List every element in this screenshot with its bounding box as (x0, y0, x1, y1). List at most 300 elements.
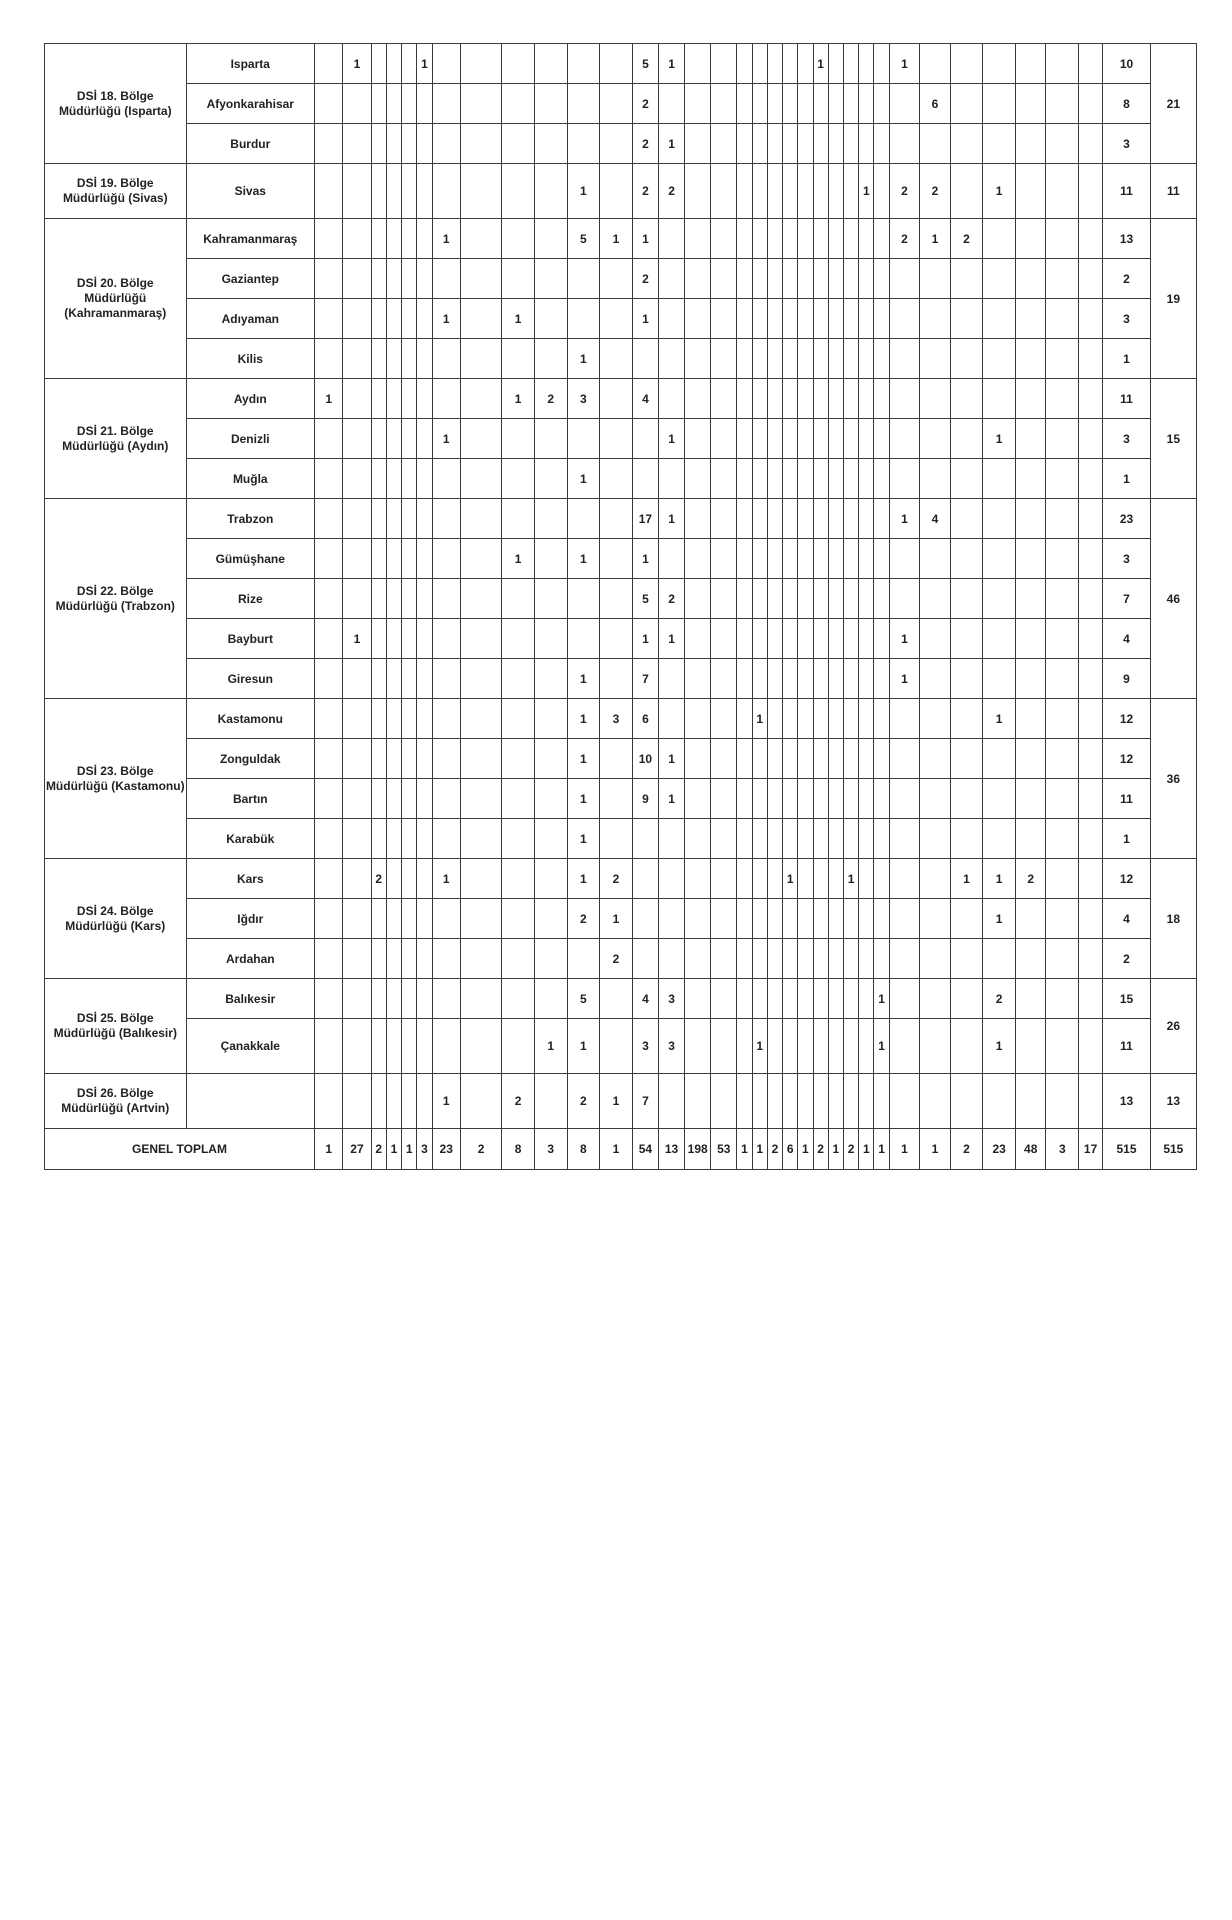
value-cell (371, 299, 386, 339)
value-cell (859, 44, 874, 84)
value-cell (950, 459, 983, 499)
value-cell (600, 779, 633, 819)
value-cell: 2 (632, 124, 658, 164)
value-cell (813, 299, 828, 339)
value-cell (402, 739, 417, 779)
value-cell (685, 579, 711, 619)
value-cell (889, 84, 919, 124)
value-cell (950, 979, 983, 1019)
value-cell (843, 84, 858, 124)
value-cell (950, 44, 983, 84)
value-cell (417, 164, 432, 219)
value-cell (843, 539, 858, 579)
value-cell (460, 899, 501, 939)
value-cell: 6 (920, 84, 950, 124)
value-cell (432, 379, 460, 419)
value-cell (889, 699, 919, 739)
value-cell (567, 499, 600, 539)
value-cell (432, 579, 460, 619)
value-cell (843, 499, 858, 539)
value-cell (767, 499, 782, 539)
value-cell (315, 259, 343, 299)
value-cell (534, 899, 567, 939)
value-cell (859, 1074, 874, 1129)
value-cell (859, 84, 874, 124)
value-cell (1015, 299, 1045, 339)
value-cell (371, 699, 386, 739)
value-cell (783, 899, 798, 939)
value-cell: 1 (658, 499, 684, 539)
value-cell (600, 164, 633, 219)
value-cell (432, 659, 460, 699)
value-cell (920, 459, 950, 499)
province-name-cell: Karabük (186, 819, 314, 859)
value-cell (859, 899, 874, 939)
value-cell (813, 339, 828, 379)
value-cell (386, 979, 401, 1019)
value-cell (711, 739, 737, 779)
value-cell (417, 739, 432, 779)
value-cell (402, 979, 417, 1019)
value-cell (402, 619, 417, 659)
value-cell (711, 44, 737, 84)
value-cell (315, 699, 343, 739)
value-cell (315, 499, 343, 539)
value-cell: 1 (874, 1019, 889, 1074)
value-cell (783, 739, 798, 779)
value-cell (1079, 124, 1103, 164)
value-cell (343, 339, 371, 379)
grand-total-label: GENEL TOPLAM (45, 1129, 315, 1170)
province-total-cell: 1 (1103, 339, 1151, 379)
value-cell (843, 379, 858, 419)
table-row (45, 44, 1197, 84)
value-cell (889, 259, 919, 299)
value-cell (950, 84, 983, 124)
value-cell (920, 124, 950, 164)
value-cell (502, 699, 535, 739)
value-cell (813, 539, 828, 579)
value-cell (685, 779, 711, 819)
value-cell: 1 (432, 219, 460, 259)
value-cell (828, 619, 843, 659)
region-name-cell: DSİ 20. Bölge Müdürlüğü (Kahramanmaraş) (45, 219, 187, 379)
province-name-cell: Bayburt (186, 619, 314, 659)
value-cell (417, 1074, 432, 1129)
value-cell (343, 164, 371, 219)
value-cell (1046, 499, 1079, 539)
value-cell (417, 419, 432, 459)
value-cell (460, 44, 501, 84)
table-row (45, 739, 1197, 779)
value-cell (983, 739, 1016, 779)
value-cell (371, 124, 386, 164)
value-cell (843, 939, 858, 979)
value-cell (417, 339, 432, 379)
value-cell (950, 579, 983, 619)
value-cell (343, 699, 371, 739)
value-cell (534, 699, 567, 739)
value-cell (432, 1019, 460, 1074)
value-cell (983, 579, 1016, 619)
value-cell (1015, 1019, 1045, 1074)
region-name-cell: DSİ 24. Bölge Müdürlüğü (Kars) (45, 859, 187, 979)
value-cell (1079, 979, 1103, 1019)
value-cell (711, 84, 737, 124)
value-cell (752, 779, 767, 819)
value-cell (711, 419, 737, 459)
value-cell (711, 164, 737, 219)
value-cell (889, 419, 919, 459)
value-cell (1015, 659, 1045, 699)
value-cell (432, 899, 460, 939)
value-cell: 3 (567, 379, 600, 419)
value-cell: 7 (632, 659, 658, 699)
value-cell: 1 (600, 899, 633, 939)
value-cell (1015, 619, 1045, 659)
value-cell (711, 379, 737, 419)
value-cell (685, 819, 711, 859)
value-cell (843, 739, 858, 779)
value-cell (343, 1019, 371, 1074)
table-row (45, 419, 1197, 459)
grand-total-value-cell: 1 (920, 1129, 950, 1170)
value-cell (711, 124, 737, 164)
value-cell (534, 44, 567, 84)
value-cell (1046, 819, 1079, 859)
value-cell (752, 44, 767, 84)
value-cell (1046, 619, 1079, 659)
value-cell (343, 219, 371, 259)
value-cell (1015, 84, 1045, 124)
value-cell (371, 1074, 386, 1129)
value-cell: 4 (632, 979, 658, 1019)
value-cell (889, 124, 919, 164)
value-cell (632, 939, 658, 979)
value-cell (783, 699, 798, 739)
value-cell (1046, 339, 1079, 379)
value-cell: 17 (632, 499, 658, 539)
value-cell (843, 419, 858, 459)
value-cell (534, 819, 567, 859)
value-cell: 2 (502, 1074, 535, 1129)
value-cell (460, 699, 501, 739)
value-cell (1079, 539, 1103, 579)
value-cell (874, 1074, 889, 1129)
value-cell (874, 459, 889, 499)
value-cell (889, 379, 919, 419)
value-cell: 2 (632, 84, 658, 124)
value-cell (315, 219, 343, 259)
value-cell (386, 939, 401, 979)
value-cell (417, 939, 432, 979)
value-cell (386, 619, 401, 659)
value-cell: 2 (534, 379, 567, 419)
value-cell (813, 124, 828, 164)
value-cell (737, 979, 752, 1019)
value-cell (798, 419, 813, 459)
value-cell (402, 164, 417, 219)
value-cell (1079, 84, 1103, 124)
value-cell (950, 739, 983, 779)
value-cell: 1 (889, 619, 919, 659)
province-total-cell: 2 (1103, 939, 1151, 979)
value-cell: 1 (567, 659, 600, 699)
grand-total-value-cell: 2 (843, 1129, 858, 1170)
value-cell (685, 739, 711, 779)
value-cell (767, 739, 782, 779)
value-cell (843, 779, 858, 819)
value-cell: 1 (783, 859, 798, 899)
value-cell (1015, 539, 1045, 579)
grand-total-value-cell: 48 (1015, 1129, 1045, 1170)
value-cell (685, 219, 711, 259)
value-cell (843, 339, 858, 379)
region-name-cell: DSİ 18. Bölge Müdürlüğü (Isparta) (45, 44, 187, 164)
province-name-cell: Zonguldak (186, 739, 314, 779)
value-cell (752, 219, 767, 259)
value-cell (386, 1019, 401, 1074)
value-cell (767, 859, 782, 899)
grand-total-value-cell: 3 (1046, 1129, 1079, 1170)
grand-total-value-cell: 1 (889, 1129, 919, 1170)
province-total-cell: 8 (1103, 84, 1151, 124)
value-cell (752, 859, 767, 899)
value-cell (1079, 739, 1103, 779)
value-cell: 1 (534, 1019, 567, 1074)
value-cell (767, 779, 782, 819)
value-cell (828, 219, 843, 259)
value-cell (685, 899, 711, 939)
value-cell (460, 939, 501, 979)
grand-total-value-cell: 2 (460, 1129, 501, 1170)
value-cell (386, 579, 401, 619)
grand-total-value-cell: 1 (874, 1129, 889, 1170)
value-cell (658, 259, 684, 299)
value-cell (828, 1074, 843, 1129)
value-cell: 2 (889, 164, 919, 219)
value-cell (737, 899, 752, 939)
province-total-cell: 4 (1103, 619, 1151, 659)
value-cell (417, 379, 432, 419)
value-cell (1079, 779, 1103, 819)
value-cell: 1 (920, 219, 950, 259)
value-cell (460, 779, 501, 819)
value-cell (371, 579, 386, 619)
province-name-cell: Rize (186, 579, 314, 619)
value-cell (432, 739, 460, 779)
value-cell (685, 419, 711, 459)
value-cell (343, 539, 371, 579)
value-cell (783, 419, 798, 459)
value-cell (315, 619, 343, 659)
value-cell (343, 499, 371, 539)
region-name-cell: DSİ 22. Bölge Müdürlüğü (Trabzon) (45, 499, 187, 699)
grand-total-value-cell: 2 (767, 1129, 782, 1170)
value-cell (767, 419, 782, 459)
value-cell (371, 739, 386, 779)
value-cell (343, 1074, 371, 1129)
value-cell (315, 299, 343, 339)
value-cell (874, 299, 889, 339)
value-cell (371, 339, 386, 379)
province-name-cell: Balıkesir (186, 979, 314, 1019)
value-cell (1046, 419, 1079, 459)
province-name-cell (186, 1074, 314, 1129)
value-cell (950, 699, 983, 739)
value-cell (658, 539, 684, 579)
value-cell (920, 659, 950, 699)
value-cell: 1 (658, 619, 684, 659)
value-cell (737, 459, 752, 499)
value-cell (315, 859, 343, 899)
value-cell (711, 579, 737, 619)
value-cell (386, 699, 401, 739)
value-cell (752, 659, 767, 699)
value-cell (843, 1074, 858, 1129)
value-cell: 2 (567, 1074, 600, 1129)
value-cell (402, 899, 417, 939)
value-cell (534, 299, 567, 339)
value-cell (534, 859, 567, 899)
province-name-cell: Burdur (186, 124, 314, 164)
value-cell (798, 979, 813, 1019)
grand-total-value-cell: 1 (600, 1129, 633, 1170)
value-cell (1015, 699, 1045, 739)
value-cell (752, 259, 767, 299)
value-cell (315, 1074, 343, 1129)
value-cell (402, 819, 417, 859)
value-cell (632, 419, 658, 459)
value-cell (874, 579, 889, 619)
value-cell (371, 219, 386, 259)
value-cell (920, 44, 950, 84)
value-cell (828, 899, 843, 939)
value-cell (371, 499, 386, 539)
region-name-cell: DSİ 19. Bölge Müdürlüğü (Sivas) (45, 164, 187, 219)
value-cell (798, 659, 813, 699)
value-cell: 1 (889, 499, 919, 539)
region-name-cell: DSİ 25. Bölge Müdürlüğü (Balıkesir) (45, 979, 187, 1074)
value-cell (783, 219, 798, 259)
value-cell (417, 579, 432, 619)
value-cell (767, 84, 782, 124)
value-cell (920, 979, 950, 1019)
value-cell (1015, 379, 1045, 419)
value-cell (874, 739, 889, 779)
province-total-cell: 23 (1103, 499, 1151, 539)
value-cell (813, 859, 828, 899)
value-cell (371, 164, 386, 219)
value-cell: 1 (632, 619, 658, 659)
value-cell (813, 619, 828, 659)
value-cell (798, 379, 813, 419)
value-cell (859, 339, 874, 379)
value-cell (889, 459, 919, 499)
value-cell (1046, 219, 1079, 259)
value-cell (889, 739, 919, 779)
value-cell (1046, 379, 1079, 419)
value-cell: 1 (567, 739, 600, 779)
value-cell (783, 579, 798, 619)
value-cell (371, 419, 386, 459)
value-cell (386, 739, 401, 779)
value-cell (737, 939, 752, 979)
grand-total-value-cell: 17 (1079, 1129, 1103, 1170)
value-cell (402, 299, 417, 339)
value-cell (783, 299, 798, 339)
value-cell (502, 579, 535, 619)
value-cell: 5 (567, 979, 600, 1019)
value-cell (813, 259, 828, 299)
province-name-cell: Aydın (186, 379, 314, 419)
table-row (45, 979, 1197, 1019)
value-cell (889, 819, 919, 859)
value-cell (386, 1074, 401, 1129)
value-cell (798, 819, 813, 859)
value-cell (432, 164, 460, 219)
value-cell (767, 939, 782, 979)
value-cell (767, 819, 782, 859)
value-cell (859, 124, 874, 164)
value-cell (874, 379, 889, 419)
value-cell (658, 699, 684, 739)
value-cell (752, 459, 767, 499)
value-cell (813, 164, 828, 219)
value-cell: 1 (432, 1074, 460, 1129)
value-cell (859, 379, 874, 419)
grand-total-value-cell: 27 (343, 1129, 371, 1170)
value-cell: 2 (658, 164, 684, 219)
value-cell (783, 339, 798, 379)
value-cell (843, 899, 858, 939)
value-cell (534, 459, 567, 499)
value-cell (783, 779, 798, 819)
value-cell (813, 419, 828, 459)
value-cell (983, 124, 1016, 164)
value-cell (950, 659, 983, 699)
value-cell (920, 1074, 950, 1129)
value-cell (752, 579, 767, 619)
value-cell (767, 339, 782, 379)
value-cell (534, 259, 567, 299)
province-total-cell: 11 (1103, 164, 1151, 219)
value-cell (843, 459, 858, 499)
value-cell (983, 619, 1016, 659)
value-cell (920, 819, 950, 859)
value-cell (417, 699, 432, 739)
value-cell (874, 859, 889, 899)
region-name-cell: DSİ 21. Bölge Müdürlüğü (Aydın) (45, 379, 187, 499)
value-cell (828, 299, 843, 339)
value-cell: 1 (983, 699, 1016, 739)
value-cell: 3 (600, 699, 633, 739)
value-cell (711, 939, 737, 979)
value-cell (534, 1074, 567, 1129)
value-cell (828, 419, 843, 459)
value-cell (843, 299, 858, 339)
value-cell (534, 539, 567, 579)
value-cell (567, 299, 600, 339)
value-cell (502, 44, 535, 84)
value-cell (1079, 659, 1103, 699)
value-cell (859, 1019, 874, 1074)
value-cell (460, 379, 501, 419)
value-cell: 2 (950, 219, 983, 259)
value-cell (460, 1074, 501, 1129)
value-cell (432, 499, 460, 539)
grand-total-value-cell: 6 (783, 1129, 798, 1170)
